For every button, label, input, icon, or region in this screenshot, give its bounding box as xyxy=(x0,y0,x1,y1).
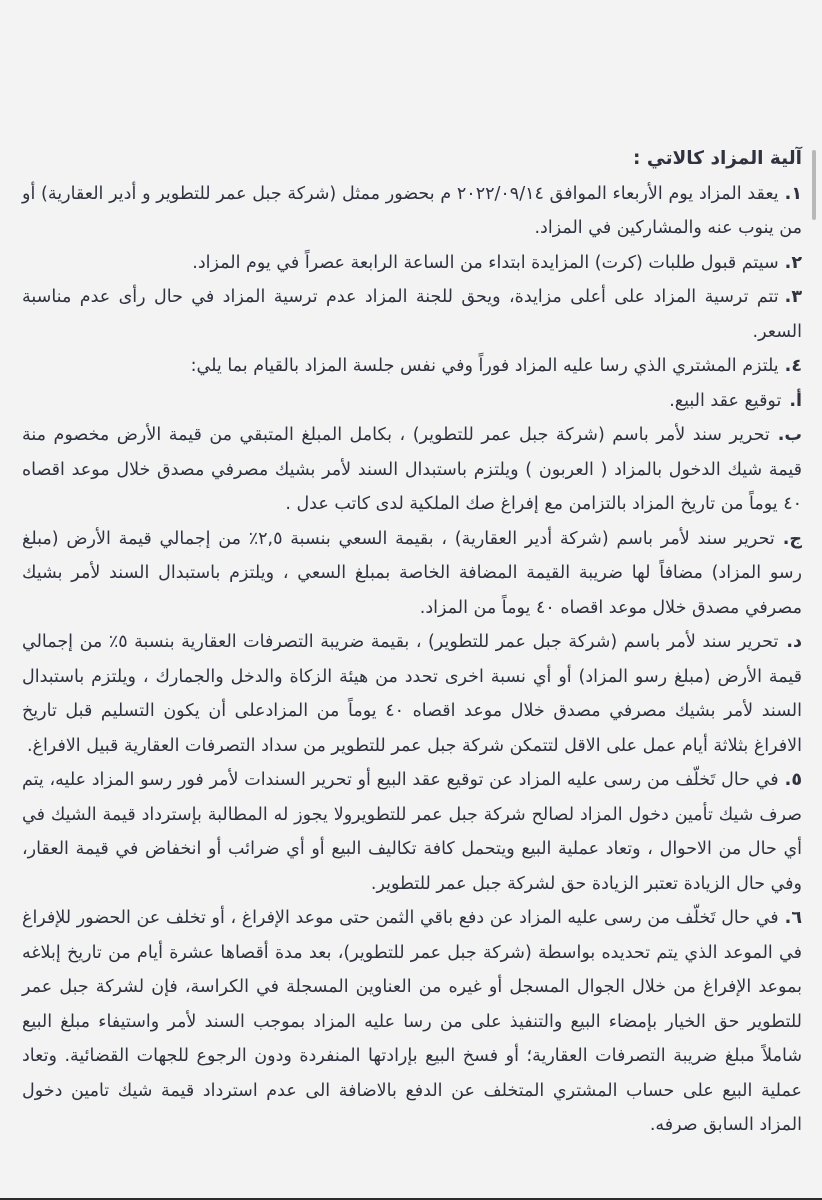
term-text: تتم ترسية المزاد على أعلى مزايدة، ويحق للجنة المزاد عدم ترسية المزاد في حال رأى عدم مناسبة السعر. xyxy=(22,287,802,342)
auction-terms-document xyxy=(22,142,802,1143)
sub-item-text: تحرير سند لأمر باسم (شركة أدير العقارية) ، بقيمة السعي بنسبة ٢,٥٪ من إجمالي قيمة الأرض (مبلغ رسو المزاد) مضافاً لها ضريبة القيمة المضافة الخاصة بمبلغ السعي ، ويلتزم باستبدال السند لأمر بشيك مصرفي مصدق خلال موعد اقصاه ٤٠ يوماً من المزاد. xyxy=(22,528,802,618)
sub-item-b xyxy=(22,418,802,522)
sub-item-a xyxy=(22,384,802,419)
term-item-3 xyxy=(22,280,802,349)
term-item-5 xyxy=(22,763,802,901)
term-number: ٥. xyxy=(784,770,802,790)
term-text: يلتزم المشتري الذي رسا عليه المزاد فوراً وفي نفس جلسة المزاد بالقيام بما يلي: xyxy=(190,356,779,376)
term-item-2 xyxy=(22,246,802,281)
sub-item-letter: أ. xyxy=(789,390,802,411)
sub-item-letter: ج. xyxy=(782,528,802,549)
sub-item-text: تحرير سند لأمر باسم (شركة جبل عمر للتطوير) ، بقيمة ضريبة التصرفات العقارية بنسبة ٥٪ من إجمالي قيمة الأرض (مبلغ رسو المزاد) أو أي نسبة اخرى تحدد من هيئة الزكاة والدخل والجمارك ، ويلتزم باستبدال السند لأمر بشيك مصرفي مصدق خلال موعد اقصاه ٤٠ يوماً من المزادعلى أن يكون التسليم قبل تاريخ الافراغ بثلاثة أيام عمل على الاقل لتتمكن شركة جبل عمر للتطوير من سداد التصرفات العقارية قبيل الافراغ. xyxy=(22,632,802,756)
term-number: ٤. xyxy=(784,356,802,376)
sub-item-letter: د. xyxy=(786,632,802,652)
term-number: ٦. xyxy=(784,908,802,928)
term-number: ١. xyxy=(784,183,803,204)
sub-item-text: تحرير سند لأمر باسم (شركة جبل عمر للتطوير) ، بكامل المبلغ المتبقي من قيمة الأرض مخصوم منة قيمة شيك الدخول بالمزاد ( العربون ) ويلتزم باستبدال السند لأمر بشيك مصرفي مصدق خلال موعد اقصاه ٤٠ يوماً من تاريخ المزاد بالتزامن مع إفراغ صك الملكية لدى كاتب عدل . xyxy=(22,425,802,514)
term-number: ٢. xyxy=(784,252,802,273)
scrollbar[interactable] xyxy=(812,150,816,220)
term-text: يعقد المزاد يوم الأربعاء الموافق ٢٠٢٢/٠٩/١٤ م بحضور ممثل (شركة جبل عمر للتطوير و أدير العقارية) أو من ينوب عنه والمشاركين في المزاد. xyxy=(22,183,802,238)
term-item-6 xyxy=(22,901,802,1143)
blank-top-area xyxy=(0,0,822,140)
term-item-4 xyxy=(22,349,802,384)
term-text: في حال تَخلّف من رسى عليه المزاد عن توقيع عقد البيع أو تحرير السندات لأمر فور رسو المزاد عليه، يتم صرف شيك تأمين دخول المزاد لصالح شركة جبل عمر للتطويرولا يجوز له المطالبة بإسترداد قيمة الشيك في أي حال من الاحوال ، وتعاد عملية البيع ويتحمل كافة تكاليف البيع أو أي ضرائب أو انخفاض في قيمة العقار، وفي حال الزيادة تعتبر الزيادة حق لشركة جبل عمر للتطوير. xyxy=(22,770,802,894)
sub-item-d xyxy=(22,625,802,763)
term-number: ٣. xyxy=(784,287,802,307)
term-item-1 xyxy=(22,177,802,246)
sub-item-letter: ب. xyxy=(777,425,802,445)
sub-item-text: توقيع عقد البيع. xyxy=(669,390,782,411)
sub-item-c xyxy=(22,522,802,626)
document-title: آلية المزاد كالاتي : xyxy=(633,148,802,169)
term-text: سيتم قبول طلبات (كرت) المزايدة ابتداء من الساعة الرابعة عصراً في يوم المزاد. xyxy=(192,252,779,273)
term-text: في حال تَخلّف من رسى عليه المزاد عن دفع باقي الثمن حتى موعد الإفراغ ، أو تخلف عن الحضور للإفراغ في الموعد الذي يتم تحديده بواسطة (شركة جبل عمر للتطوير)، بعد مدة أقصاها عشرة أيام من تاريخ إبلاغه بموعد الإفراغ من خلال الجوال المسجل أو غيره من العناوين المسجلة في الكراسة، فإن لشركة جبل عمر للتطوير حق الخيار بإمضاء البيع والتنفيذ على من رسا عليه المزاد بموجب السند لأمر واستيفاء مبلغ البيع شاملاً مبلغ ضريبة التصرفات العقارية؛ أو فسخ البيع بإرادتها المنفردة ودون الرجوع للجهات القضائية. وتعاد عملية البيع على حساب المشتري المتخلف عن الدفع بالاضافة الى عدم استرداد قيمة شيك تامين دخول المزاد السابق صرفه. xyxy=(22,908,802,1135)
